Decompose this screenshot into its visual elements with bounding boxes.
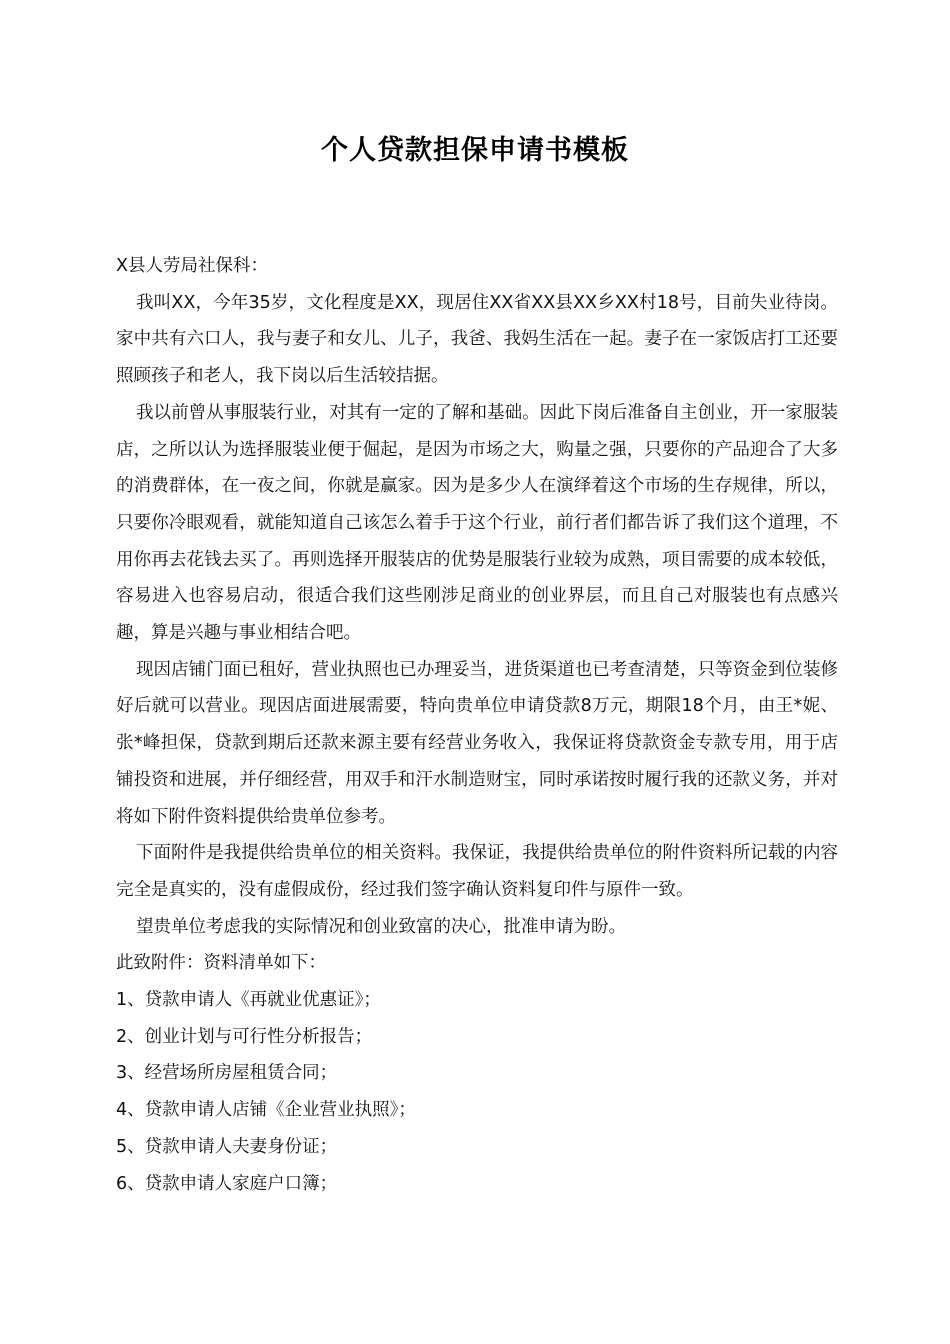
paragraph-attachment-guarantee: 下面附件是我提供给贵单位的相关资料。我保证，我提供给贵单位的附件资料所记载的内容完全是真实的，没有虚假成份，经过我们签字确认资料复印件与原件一致。 (116, 843, 838, 900)
attachment-item: 5、贷款申请人夫妻身份证； (116, 1136, 338, 1157)
attachment-item: 3、经营场所房屋租赁合同； (116, 1063, 338, 1084)
document-body (116, 248, 838, 1202)
paragraph-loan-request: 现因店铺门面已租好，营业执照也已办理妥当，进货渠道也已考查清楚，只等资金到位装修好后就可以营业。现因店面进展需要，特向贵单位申请贷款8万元，期限18个月，由王*妮、张*峰担保，贷款到期后还款来源主要有经营业务收入，我保证将贷款资金专款专用，用于店铺投资和进展，并仔细经营，用双手和汗水制造财宝，同时承诺按时履行我的还款义务，并对将如下附件资料提供给贵单位参考。 (116, 659, 838, 827)
attachment-item: 2、创业计划与可行性分析报告； (116, 1026, 373, 1047)
attachments-intro: 此致附件：资料清单如下： (116, 953, 326, 974)
attachment-item: 4、贷款申请人店铺《企业营业执照》； (116, 1100, 416, 1121)
paragraph-business-plan: 我以前曾从事服装行业，对其有一定的了解和基础。因此下岗后准备自主创业，开一家服装店，之所以认为选择服装业便于倔起，是因为市场之大，购量之强，只要你的产品迎合了大多的消费群体，在一夜之间，你就是赢家。因为是多少人在演绎着这个市场的生存规律，所以，只要你冷眼观看，就能知道自己该怎么着手于这个行业，前行者们都告诉了我们这个道理，不用你再去花钱去买了。再则选择开服装店的优势是服装行业较为成熟，项目需要的成本较低，容易进入也容易启动，很适合我们这些刚涉足商业的创业界层，而且自己对服装也有点感兴趣，算是兴趣与事业相结合吧。 (116, 402, 838, 644)
salutation: X县人劳局社保科： (116, 256, 268, 276)
paragraph-background: 我叫XX，今年35岁，文化程度是XX，现居住XX省XX县XX乡XX村18号，目前失业待岗。家中共有六口人，我与妻子和女儿、儿子，我爸、我妈生活在一起。妻子在一家饭店打工还要照顾孩子和老人，我下岗以后生活较拮据。 (116, 292, 838, 387)
attachment-item: 1、贷款申请人《再就业优惠证》； (116, 990, 381, 1011)
attachment-item: 6、贷款申请人家庭户口簿； (116, 1173, 338, 1194)
paragraph-closing-request: 望贵单位考虑我的实际情况和创业致富的决心，批准申请为盼。 (136, 916, 626, 937)
document-title: 个人贷款担保申请书模板 (321, 135, 629, 166)
